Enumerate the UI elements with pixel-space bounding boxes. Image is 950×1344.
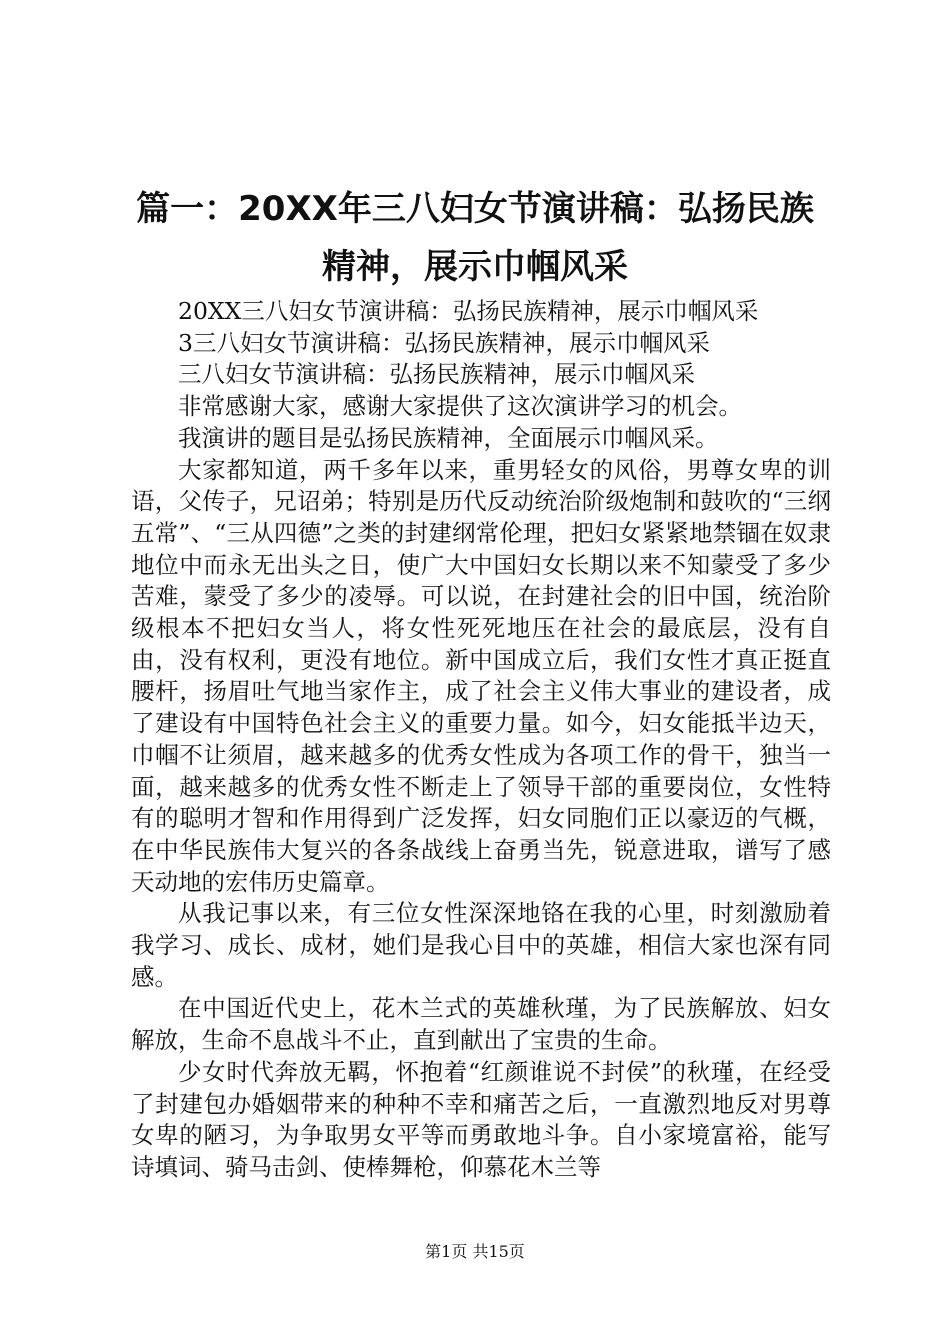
document-body xyxy=(131,296,831,1184)
paragraph: 在中国近代史上，花木兰式的英雄秋瑾，为了民族解放、妇女解放，生命不息战斗不止，直到献出了宝贵的生命。 xyxy=(131,994,831,1055)
paragraph: 非常感谢大家，感谢大家提供了这次演讲学习的机会。 xyxy=(178,392,742,421)
paragraph: 3三八妇女节演讲稿：弘扬民族精神，展示巾帼风采 xyxy=(178,328,710,357)
paragraph: 三八妇女节演讲稿：弘扬民族精神，展示巾帼风采 xyxy=(178,360,695,389)
title-line-1: 篇一：20XX年三八妇女节演讲稿：弘扬民族 xyxy=(136,189,814,229)
title-line-2: 精神，展示巾帼风采 xyxy=(322,247,628,287)
paragraph: 从我记事以来，有三位女性深深地铬在我的心里，时刻激励着我学习、成长、成材，她们是我心目中的英雄，相信大家也深有同感。 xyxy=(131,899,831,991)
paragraph: 少女时代奔放无羁，怀抱着“红颜谁说不封侯”的秋瑾，在经受了封建包办婚姻带来的种种不幸和痛苦之后，一直激烈地反对男尊女卑的陋习，为争取男女平等而勇敢地斗争。自小家境富裕，能写诗填词、骑马击剑、使棒舞枪，仰慕花木兰等 xyxy=(131,1057,831,1181)
document-title xyxy=(120,180,830,296)
paragraph: 我演讲的题目是弘扬民族精神，全面展示巾帼风采。 xyxy=(178,423,719,452)
page-footer: 第1页 共15页 xyxy=(425,1242,525,1261)
paragraph: 大家都知道，两千多年以来，重男轻女的风俗，男尊女卑的训语，父传子，兄诏弟；特别是历代反动统治阶级炮制和鼓吹的“三纲五常”、“三从四德”之类的封建纲常伦理，把妇女紧紧地禁锢在奴隶地位中而永无出头之日，使广大中国妇女长期以来不知蒙受了多少苦难，蒙受了多少的凌辱。可以说，在封建社会的旧中国，统治阶级根本不把妇女当人，将女性死死地压在社会的最底层，没有自由，没有权利，更没有地位。新中国成立后，我们女性才真正挺直腰杆，扬眉吐气地当家作主，成了社会主义伟大事业的建设者，成了建设有中国特色社会主义的重要力量。如今，妇女能抵半边天，巾帼不让须眉，越来越多的优秀女性成为各项工作的骨干，独当一面，越来越多的优秀女性不断走上了领导干部的重要岗位，女性特有的聪明才智和作用得到广泛发挥，妇女同胞们正以豪迈的气概，在中华民族伟大复兴的各条战线上奋勇当先，锐意进取，谱写了感天动地的宏伟历史篇章。 xyxy=(131,455,831,896)
paragraph: 20XX三八妇女节演讲稿：弘扬民族精神，展示巾帼风采 xyxy=(178,297,759,325)
